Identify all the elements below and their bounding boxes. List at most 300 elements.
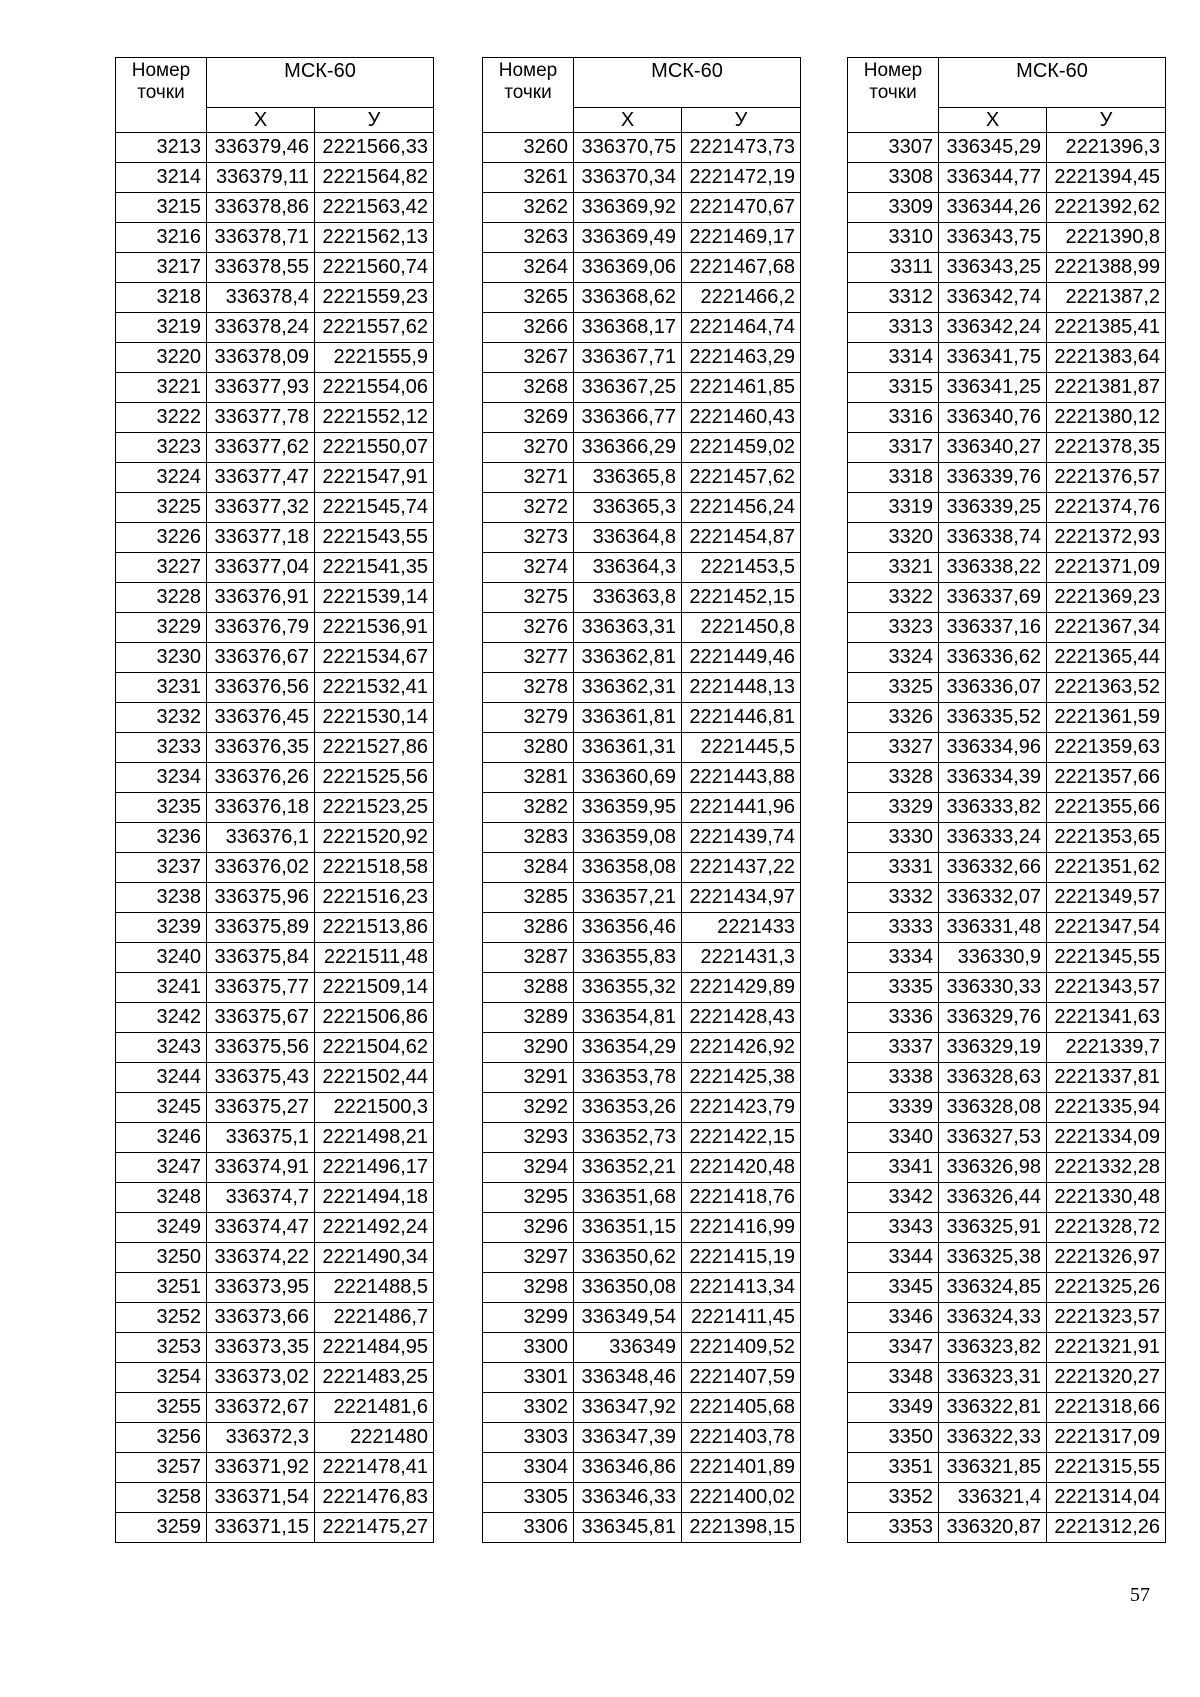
coordinate-system-header: МСК-60 [574, 58, 801, 108]
y-coordinate-cell: 2221325,26 [1047, 1273, 1166, 1303]
point-number-cell: 3239 [116, 913, 207, 943]
point-number-cell: 3231 [116, 673, 207, 703]
x-coordinate-cell: 336359,08 [574, 823, 682, 853]
y-coordinate-cell: 2221385,41 [1047, 313, 1166, 343]
x-coordinate-cell: 336377,32 [207, 493, 315, 523]
table-row [848, 643, 1166, 673]
x-coordinate-cell: 336354,29 [574, 1033, 682, 1063]
table-row [483, 1243, 801, 1273]
table-row [116, 1033, 434, 1063]
x-coordinate-cell: 336379,46 [207, 133, 315, 163]
x-coordinate-cell: 336377,93 [207, 373, 315, 403]
y-coordinate-cell: 2221439,74 [682, 823, 801, 853]
y-coordinate-cell: 2221492,24 [315, 1213, 434, 1243]
point-number-cell: 3340 [848, 1123, 939, 1153]
point-number-cell: 3235 [116, 793, 207, 823]
coordinate-system-header: МСК-60 [939, 58, 1166, 108]
x-column-header: X [207, 108, 315, 133]
y-coordinate-cell: 2221525,56 [315, 763, 434, 793]
table-row [483, 1273, 801, 1303]
table-row [116, 973, 434, 1003]
x-coordinate-cell: 336332,66 [939, 853, 1047, 883]
table-row [116, 1063, 434, 1093]
x-coordinate-cell: 336377,62 [207, 433, 315, 463]
point-number-cell: 3267 [483, 343, 574, 373]
table-row [848, 673, 1166, 703]
table-row [848, 1393, 1166, 1423]
x-coordinate-cell: 336373,66 [207, 1303, 315, 1333]
x-coordinate-cell: 336363,31 [574, 613, 682, 643]
x-coordinate-cell: 336366,29 [574, 433, 682, 463]
point-number-cell: 3256 [116, 1423, 207, 1453]
x-coordinate-cell: 336365,3 [574, 493, 682, 523]
y-coordinate-cell: 2221372,93 [1047, 523, 1166, 553]
y-coordinate-cell: 2221480 [315, 1423, 434, 1453]
point-number-cell: 3233 [116, 733, 207, 763]
x-coordinate-cell: 336332,07 [939, 883, 1047, 913]
point-number-cell: 3338 [848, 1063, 939, 1093]
y-coordinate-cell: 2221332,28 [1047, 1153, 1166, 1183]
table-row [483, 1153, 801, 1183]
table-row [483, 493, 801, 523]
y-coordinate-cell: 2221434,97 [682, 883, 801, 913]
x-coordinate-cell: 336324,33 [939, 1303, 1047, 1333]
y-coordinate-cell: 2221470,67 [682, 193, 801, 223]
table-row [116, 1333, 434, 1363]
table-row [116, 613, 434, 643]
point-number-cell: 3330 [848, 823, 939, 853]
point-number-cell: 3226 [116, 523, 207, 553]
x-coordinate-cell: 336325,91 [939, 1213, 1047, 1243]
y-coordinate-cell: 2221343,57 [1047, 973, 1166, 1003]
x-coordinate-cell: 336365,8 [574, 463, 682, 493]
y-coordinate-cell: 2221559,23 [315, 283, 434, 313]
y-coordinate-cell: 2221552,12 [315, 403, 434, 433]
y-coordinate-cell: 2221441,96 [682, 793, 801, 823]
point-number-cell: 3262 [483, 193, 574, 223]
y-coordinate-cell: 2221445,5 [682, 733, 801, 763]
point-number-cell: 3312 [848, 283, 939, 313]
x-coordinate-cell: 336373,35 [207, 1333, 315, 1363]
point-number-cell: 3336 [848, 1003, 939, 1033]
y-coordinate-cell: 2221523,25 [315, 793, 434, 823]
y-coordinate-cell: 2221520,92 [315, 823, 434, 853]
y-coordinate-cell: 2221326,97 [1047, 1243, 1166, 1273]
table-row [848, 223, 1166, 253]
point-number-cell: 3279 [483, 703, 574, 733]
x-coordinate-cell: 336326,98 [939, 1153, 1047, 1183]
point-number-cell: 3234 [116, 763, 207, 793]
y-coordinate-cell: 2221484,95 [315, 1333, 434, 1363]
table-row [483, 703, 801, 733]
table-row [483, 433, 801, 463]
x-coordinate-cell: 336368,62 [574, 283, 682, 313]
x-coordinate-cell: 336355,83 [574, 943, 682, 973]
point-number-cell: 3218 [116, 283, 207, 313]
x-coordinate-cell: 336371,92 [207, 1453, 315, 1483]
x-coordinate-cell: 336336,07 [939, 673, 1047, 703]
x-coordinate-cell: 336343,75 [939, 223, 1047, 253]
y-coordinate-cell: 2221351,62 [1047, 853, 1166, 883]
x-coordinate-cell: 336346,33 [574, 1483, 682, 1513]
table-row [848, 1093, 1166, 1123]
x-coordinate-cell: 336375,56 [207, 1033, 315, 1063]
table-row [116, 1483, 434, 1513]
x-coordinate-cell: 336331,48 [939, 913, 1047, 943]
y-coordinate-cell: 2221461,85 [682, 373, 801, 403]
table-row [116, 163, 434, 193]
point-number-cell: 3263 [483, 223, 574, 253]
x-coordinate-cell: 336323,31 [939, 1363, 1047, 1393]
y-coordinate-cell: 2221449,46 [682, 643, 801, 673]
table-row [848, 1273, 1166, 1303]
x-coordinate-cell: 336342,24 [939, 313, 1047, 343]
y-coordinate-cell: 2221532,41 [315, 673, 434, 703]
point-number-cell: 3219 [116, 313, 207, 343]
y-coordinate-cell: 2221563,42 [315, 193, 434, 223]
x-coordinate-cell: 336375,84 [207, 943, 315, 973]
y-coordinate-cell: 2221371,09 [1047, 553, 1166, 583]
x-coordinate-cell: 336337,16 [939, 613, 1047, 643]
x-coordinate-cell: 336347,39 [574, 1423, 682, 1453]
x-coordinate-cell: 336369,92 [574, 193, 682, 223]
table-row [483, 373, 801, 403]
point-number-cell: 3349 [848, 1393, 939, 1423]
table-row [848, 1183, 1166, 1213]
table-row [848, 523, 1166, 553]
x-coordinate-cell: 336328,63 [939, 1063, 1047, 1093]
point-number-cell: 3261 [483, 163, 574, 193]
x-coordinate-cell: 336364,8 [574, 523, 682, 553]
table-row [848, 163, 1166, 193]
table-row [848, 1453, 1166, 1483]
point-number-cell: 3337 [848, 1033, 939, 1063]
y-coordinate-cell: 2221429,89 [682, 973, 801, 1003]
x-coordinate-cell: 336359,95 [574, 793, 682, 823]
point-number-cell: 3293 [483, 1123, 574, 1153]
x-coordinate-cell: 336353,26 [574, 1093, 682, 1123]
x-coordinate-cell: 336376,79 [207, 613, 315, 643]
x-coordinate-cell: 336324,85 [939, 1273, 1047, 1303]
y-coordinate-cell: 2221463,29 [682, 343, 801, 373]
point-number-cell: 3230 [116, 643, 207, 673]
table-row [116, 1303, 434, 1333]
y-coordinate-cell: 2221403,78 [682, 1423, 801, 1453]
x-coordinate-cell: 336327,53 [939, 1123, 1047, 1153]
x-coordinate-cell: 336367,25 [574, 373, 682, 403]
x-column-header: X [939, 108, 1047, 133]
point-number-cell: 3265 [483, 283, 574, 313]
x-coordinate-cell: 336321,85 [939, 1453, 1047, 1483]
y-coordinate-cell: 2221315,55 [1047, 1453, 1166, 1483]
x-coordinate-cell: 336330,9 [939, 943, 1047, 973]
y-coordinate-cell: 2221387,2 [1047, 283, 1166, 313]
x-coordinate-cell: 336373,02 [207, 1363, 315, 1393]
y-coordinate-cell: 2221448,13 [682, 673, 801, 703]
table-row [848, 1153, 1166, 1183]
point-number-cell: 3294 [483, 1153, 574, 1183]
point-number-cell: 3240 [116, 943, 207, 973]
point-number-cell: 3320 [848, 523, 939, 553]
table-row [483, 313, 801, 343]
x-coordinate-cell: 336335,52 [939, 703, 1047, 733]
table-row [116, 793, 434, 823]
y-coordinate-cell: 2221320,27 [1047, 1363, 1166, 1393]
y-coordinate-cell: 2221420,48 [682, 1153, 801, 1183]
table-row [116, 463, 434, 493]
y-coordinate-cell: 2221418,76 [682, 1183, 801, 1213]
x-coordinate-cell: 336374,91 [207, 1153, 315, 1183]
table-row [116, 733, 434, 763]
point-number-cell: 3236 [116, 823, 207, 853]
table-row [483, 1453, 801, 1483]
x-coordinate-cell: 336330,33 [939, 973, 1047, 1003]
x-coordinate-cell: 336322,81 [939, 1393, 1047, 1423]
x-coordinate-cell: 336320,87 [939, 1513, 1047, 1543]
x-coordinate-cell: 336351,15 [574, 1213, 682, 1243]
point-number-cell: 3244 [116, 1063, 207, 1093]
y-column-header: У [1047, 108, 1166, 133]
y-coordinate-cell: 2221545,74 [315, 493, 434, 523]
x-coordinate-cell: 336378,86 [207, 193, 315, 223]
x-coordinate-cell: 336377,18 [207, 523, 315, 553]
point-number-cell: 3247 [116, 1153, 207, 1183]
y-coordinate-cell: 2221547,91 [315, 463, 434, 493]
table-row [116, 553, 434, 583]
point-number-cell: 3317 [848, 433, 939, 463]
x-coordinate-cell: 336378,4 [207, 283, 315, 313]
y-coordinate-cell: 2221390,8 [1047, 223, 1166, 253]
point-number-cell: 3341 [848, 1153, 939, 1183]
y-coordinate-cell: 2221426,92 [682, 1033, 801, 1063]
point-number-cell: 3273 [483, 523, 574, 553]
x-coordinate-cell: 336377,04 [207, 553, 315, 583]
y-coordinate-cell: 2221456,24 [682, 493, 801, 523]
table-row [848, 493, 1166, 523]
x-coordinate-cell: 336338,74 [939, 523, 1047, 553]
y-coordinate-cell: 2221466,2 [682, 283, 801, 313]
y-coordinate-cell: 2221422,15 [682, 1123, 801, 1153]
table-row [848, 1483, 1166, 1513]
table-row [483, 583, 801, 613]
x-coordinate-cell: 336376,56 [207, 673, 315, 703]
table-row [848, 463, 1166, 493]
y-coordinate-cell: 2221454,87 [682, 523, 801, 553]
point-number-cell: 3284 [483, 853, 574, 883]
table-row [483, 943, 801, 973]
y-coordinate-cell: 2221361,59 [1047, 703, 1166, 733]
y-coordinate-cell: 2221392,62 [1047, 193, 1166, 223]
point-number-cell: 3227 [116, 553, 207, 583]
table-row [848, 1333, 1166, 1363]
point-number-cell: 3314 [848, 343, 939, 373]
table-row [483, 223, 801, 253]
point-number-cell: 3249 [116, 1213, 207, 1243]
point-number-cell: 3300 [483, 1333, 574, 1363]
table-row [116, 883, 434, 913]
point-number-cell: 3250 [116, 1243, 207, 1273]
x-coordinate-cell: 336329,76 [939, 1003, 1047, 1033]
y-coordinate-cell: 2221321,91 [1047, 1333, 1166, 1363]
point-number-cell: 3269 [483, 403, 574, 433]
x-coordinate-cell: 336352,21 [574, 1153, 682, 1183]
x-coordinate-cell: 336375,77 [207, 973, 315, 1003]
point-number-cell: 3260 [483, 133, 574, 163]
x-coordinate-cell: 336340,76 [939, 403, 1047, 433]
table-row [116, 1213, 434, 1243]
point-number-cell: 3217 [116, 253, 207, 283]
point-number-cell: 3348 [848, 1363, 939, 1393]
point-number-cell: 3266 [483, 313, 574, 343]
x-coordinate-cell: 336362,31 [574, 673, 682, 703]
x-coordinate-cell: 336349,54 [574, 1303, 682, 1333]
table-row [483, 463, 801, 493]
point-number-cell: 3254 [116, 1363, 207, 1393]
x-coordinate-cell: 336360,69 [574, 763, 682, 793]
x-coordinate-cell: 336345,29 [939, 133, 1047, 163]
table-row [116, 1003, 434, 1033]
table-row [116, 943, 434, 973]
point-number-cell: 3309 [848, 193, 939, 223]
table-row [848, 733, 1166, 763]
table-row [116, 1453, 434, 1483]
table-row [848, 1033, 1166, 1063]
point-number-cell: 3305 [483, 1483, 574, 1513]
table-row [116, 673, 434, 703]
y-coordinate-cell: 2221337,81 [1047, 1063, 1166, 1093]
point-number-cell: 3339 [848, 1093, 939, 1123]
y-coordinate-cell: 2221353,65 [1047, 823, 1166, 853]
y-coordinate-cell: 2221504,62 [315, 1033, 434, 1063]
point-number-cell: 3343 [848, 1213, 939, 1243]
x-coordinate-cell: 336326,44 [939, 1183, 1047, 1213]
x-coordinate-cell: 336376,26 [207, 763, 315, 793]
y-coordinate-cell: 2221513,86 [315, 913, 434, 943]
table-row [483, 733, 801, 763]
point-number-cell: 3289 [483, 1003, 574, 1033]
y-coordinate-cell: 2221425,38 [682, 1063, 801, 1093]
table-row [483, 643, 801, 673]
x-coordinate-cell: 336375,67 [207, 1003, 315, 1033]
x-coordinate-cell: 336366,77 [574, 403, 682, 433]
point-number-cell: 3248 [116, 1183, 207, 1213]
y-coordinate-cell: 2221318,66 [1047, 1393, 1166, 1423]
x-coordinate-cell: 336344,77 [939, 163, 1047, 193]
x-coordinate-cell: 336377,47 [207, 463, 315, 493]
point-number-cell: 3323 [848, 613, 939, 643]
y-coordinate-cell: 2221415,19 [682, 1243, 801, 1273]
point-number-cell: 3283 [483, 823, 574, 853]
point-number-cell: 3271 [483, 463, 574, 493]
table-row [116, 493, 434, 523]
table-row [848, 433, 1166, 463]
y-coordinate-cell: 2221396,3 [1047, 133, 1166, 163]
x-coordinate-cell: 336378,09 [207, 343, 315, 373]
y-coordinate-cell: 2221409,52 [682, 1333, 801, 1363]
y-coordinate-cell: 2221516,23 [315, 883, 434, 913]
table-row [483, 1093, 801, 1123]
y-coordinate-cell: 2221317,09 [1047, 1423, 1166, 1453]
x-coordinate-cell: 336369,49 [574, 223, 682, 253]
x-coordinate-cell: 336369,06 [574, 253, 682, 283]
table-row [483, 1393, 801, 1423]
y-coordinate-cell: 2221405,68 [682, 1393, 801, 1423]
y-coordinate-cell: 2221541,35 [315, 553, 434, 583]
point-number-cell: 3238 [116, 883, 207, 913]
point-number-cell: 3281 [483, 763, 574, 793]
x-coordinate-cell: 336374,22 [207, 1243, 315, 1273]
x-coordinate-cell: 336370,34 [574, 163, 682, 193]
table-row [848, 1243, 1166, 1273]
y-column-header: У [682, 108, 801, 133]
table-row [848, 313, 1166, 343]
table-row [483, 853, 801, 883]
point-number-cell: 3310 [848, 223, 939, 253]
table-row [483, 1513, 801, 1543]
table-row [116, 1123, 434, 1153]
y-coordinate-cell: 2221437,22 [682, 853, 801, 883]
point-number-cell: 3288 [483, 973, 574, 1003]
table-row [116, 133, 434, 163]
point-number-cell: 3287 [483, 943, 574, 973]
table-row [483, 613, 801, 643]
point-number-cell: 3221 [116, 373, 207, 403]
table-row [483, 1123, 801, 1153]
y-coordinate-cell: 2221446,81 [682, 703, 801, 733]
y-coordinate-cell: 2221554,06 [315, 373, 434, 403]
point-number-cell: 3319 [848, 493, 939, 523]
y-coordinate-cell: 2221355,66 [1047, 793, 1166, 823]
point-number-cell: 3274 [483, 553, 574, 583]
table-row [483, 883, 801, 913]
point-number-cell: 3268 [483, 373, 574, 403]
x-coordinate-cell: 336329,19 [939, 1033, 1047, 1063]
point-number-cell: 3258 [116, 1483, 207, 1513]
table-row [483, 403, 801, 433]
x-coordinate-cell: 336376,67 [207, 643, 315, 673]
table-row [848, 853, 1166, 883]
table-row [116, 193, 434, 223]
y-coordinate-cell: 2221483,25 [315, 1363, 434, 1393]
point-number-cell: 3214 [116, 163, 207, 193]
x-coordinate-cell: 336367,71 [574, 343, 682, 373]
table-row [116, 763, 434, 793]
table-row [483, 1033, 801, 1063]
point-number-cell: 3334 [848, 943, 939, 973]
point-number-cell: 3332 [848, 883, 939, 913]
y-coordinate-cell: 2221536,91 [315, 613, 434, 643]
point-number-cell: 3351 [848, 1453, 939, 1483]
y-coordinate-cell: 2221555,9 [315, 343, 434, 373]
point-number-cell: 3245 [116, 1093, 207, 1123]
table-row [116, 223, 434, 253]
point-number-cell: 3333 [848, 913, 939, 943]
y-coordinate-cell: 2221481,6 [315, 1393, 434, 1423]
point-number-cell: 3290 [483, 1033, 574, 1063]
point-number-cell: 3253 [116, 1333, 207, 1363]
x-coordinate-cell: 336350,62 [574, 1243, 682, 1273]
y-coordinate-cell: 2221314,04 [1047, 1483, 1166, 1513]
table-row [848, 1063, 1166, 1093]
x-coordinate-cell: 336374,47 [207, 1213, 315, 1243]
y-coordinate-cell: 2221562,13 [315, 223, 434, 253]
y-coordinate-cell: 2221407,59 [682, 1363, 801, 1393]
point-number-cell: 3318 [848, 463, 939, 493]
table-row [848, 913, 1166, 943]
y-coordinate-cell: 2221543,55 [315, 523, 434, 553]
y-coordinate-cell: 2221423,79 [682, 1093, 801, 1123]
x-coordinate-cell: 336376,18 [207, 793, 315, 823]
